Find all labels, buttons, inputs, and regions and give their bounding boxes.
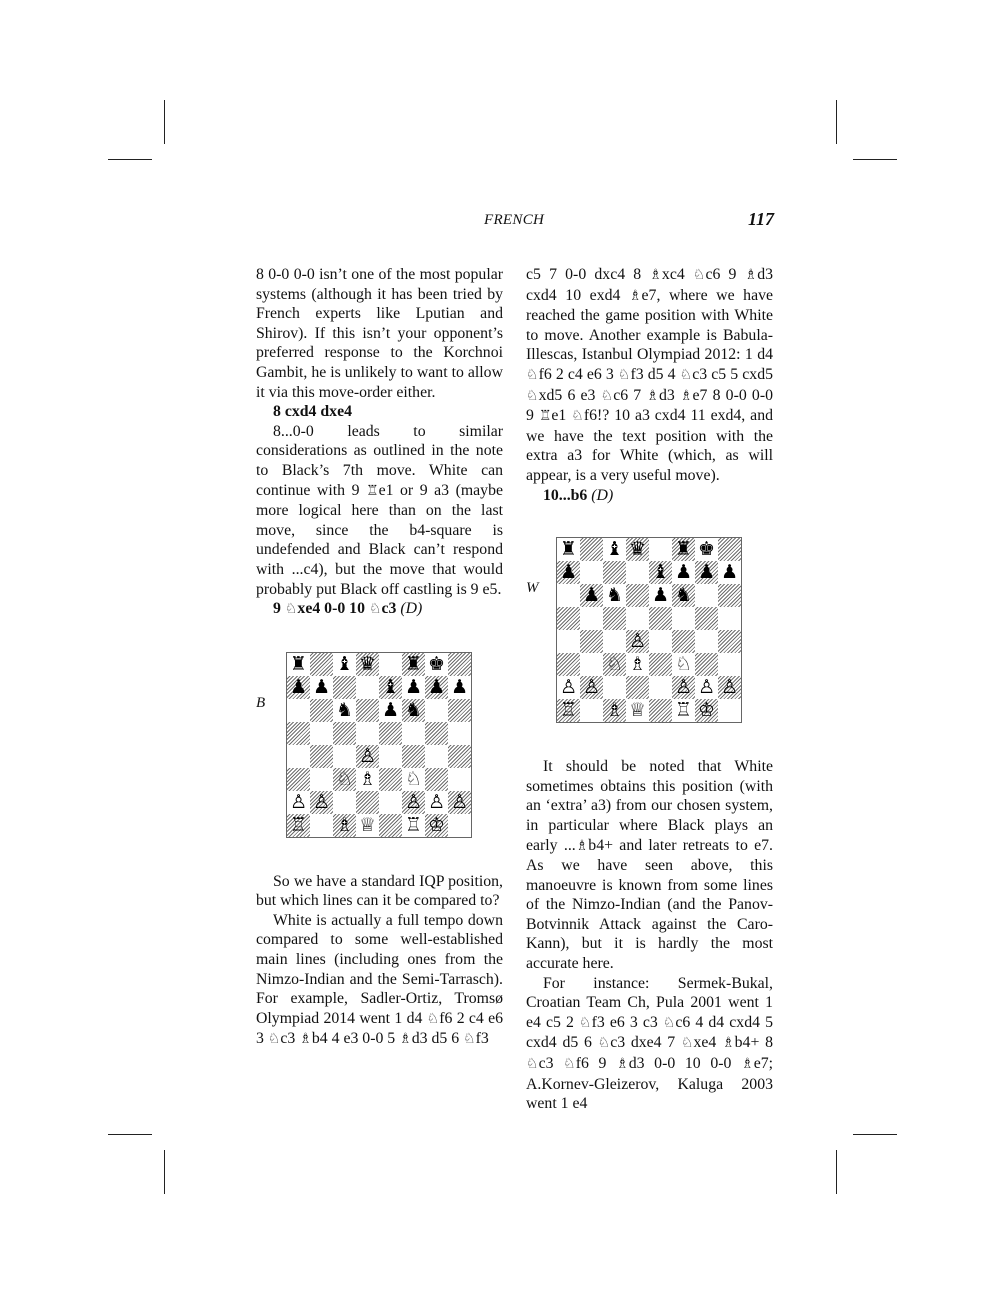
- chess-diagram-1: [256, 652, 503, 840]
- board-square: [402, 722, 425, 745]
- knight-icon: ♘: [680, 1035, 694, 1052]
- board-square: [649, 630, 672, 653]
- board-square: [310, 699, 333, 722]
- white-knight-icon: ♘: [335, 767, 354, 790]
- board-square: [310, 814, 333, 837]
- board-square: [672, 584, 695, 607]
- white-pawn-icon: ♙: [312, 790, 331, 813]
- board-square: [580, 538, 603, 561]
- board-square: [333, 722, 356, 745]
- black-rook-icon: ♜: [404, 652, 423, 675]
- board-square: [448, 722, 471, 745]
- board-square: [672, 561, 695, 584]
- black-bishop-icon: ♝: [335, 652, 354, 675]
- white-pawn-icon: ♙: [674, 676, 693, 699]
- board-square: [649, 584, 672, 607]
- white-bishop-icon: ♗: [335, 813, 354, 836]
- board-square: [448, 676, 471, 699]
- white-pawn-icon: ♙: [404, 790, 423, 813]
- white-bishop-icon: ♗: [628, 653, 647, 676]
- move-heading: 10...b6 (D): [543, 486, 614, 504]
- board-square: [603, 653, 626, 676]
- board-square: [649, 699, 672, 722]
- board-square: [626, 607, 649, 630]
- board-square: [402, 676, 425, 699]
- board-square: [557, 561, 580, 584]
- black-pawn-icon: ♟: [720, 561, 739, 584]
- board-square: [448, 745, 471, 768]
- board-square: [580, 653, 603, 676]
- black-pawn-icon: ♟: [651, 584, 670, 607]
- board-square: [425, 722, 448, 745]
- board-square: [603, 699, 626, 722]
- knight-icon: ♘: [600, 387, 614, 404]
- board-square: [333, 814, 356, 837]
- board-square: [425, 814, 448, 837]
- bishop-icon: ♗: [649, 267, 662, 283]
- board-square: [649, 653, 672, 676]
- board-square: [580, 561, 603, 584]
- white-pawn-icon: ♙: [559, 676, 578, 699]
- board-square: [448, 814, 471, 837]
- knight-icon: ♘: [563, 1056, 576, 1073]
- board-square: [448, 699, 471, 722]
- white-rook-icon: ♖: [289, 813, 308, 836]
- board-square: [402, 745, 425, 768]
- bishop-icon: ♗: [628, 287, 642, 304]
- board-square: [333, 745, 356, 768]
- black-pawn-icon: ♟: [582, 584, 601, 607]
- board-square: [356, 768, 379, 791]
- board-square: [718, 538, 741, 561]
- board-square: [425, 653, 448, 676]
- knight-icon: ♘: [597, 1035, 611, 1052]
- board-square: [402, 791, 425, 814]
- board-square: [425, 699, 448, 722]
- board-square: [603, 607, 626, 630]
- board-square: [649, 676, 672, 699]
- board-square: [310, 676, 333, 699]
- board-square: [287, 768, 310, 791]
- white-queen-icon: ♕: [628, 699, 647, 722]
- crop-mark-bottom-left: [164, 1150, 165, 1194]
- bishop-icon: ♗: [679, 387, 693, 404]
- board-square: [333, 791, 356, 814]
- black-pawn-icon: ♟: [674, 561, 693, 584]
- board-square: [379, 814, 402, 837]
- diagram-marker: (D): [400, 600, 423, 618]
- move-heading: 9 ♘xe4 0-0 10 ♘c3 (D): [273, 600, 423, 618]
- board-square: [356, 722, 379, 745]
- move-heading: 8 cxd4 dxe4: [273, 403, 352, 421]
- bishop-icon: ♗: [646, 387, 659, 404]
- board-square: [557, 607, 580, 630]
- board-square: [718, 607, 741, 630]
- board-square: [649, 561, 672, 584]
- board-square: [448, 791, 471, 814]
- board-square: [356, 653, 379, 676]
- black-pawn-icon: ♟: [381, 698, 400, 721]
- knight-icon: ♘: [617, 366, 631, 383]
- bishop-icon: ♗: [741, 1056, 754, 1073]
- board-square: [287, 722, 310, 745]
- knight-icon: ♘: [526, 1056, 539, 1073]
- chess-board: [286, 652, 472, 838]
- white-pawn-icon: ♙: [427, 790, 446, 813]
- black-pawn-icon: ♟: [312, 675, 331, 698]
- knight-icon: ♘: [526, 387, 539, 404]
- rook-icon: ♖: [366, 482, 379, 499]
- board-square: [402, 814, 425, 837]
- board-square: [333, 653, 356, 676]
- board-square: [425, 745, 448, 768]
- rook-icon: ♖: [538, 408, 552, 425]
- knight-icon: ♘: [463, 1031, 476, 1048]
- board-square: [649, 607, 672, 630]
- white-pawn-icon: ♙: [358, 744, 377, 767]
- knight-icon: ♘: [284, 601, 298, 618]
- chess-diagram-2: [526, 537, 773, 725]
- black-pawn-icon: ♟: [427, 675, 446, 698]
- board-square: [402, 699, 425, 722]
- board-square: [557, 538, 580, 561]
- board-square: [603, 630, 626, 653]
- white-king-icon: ♔: [427, 813, 446, 836]
- board-square: [379, 791, 402, 814]
- board-square: [695, 699, 718, 722]
- white-knight-icon: ♘: [605, 653, 624, 676]
- white-pawn-icon: ♙: [289, 790, 308, 813]
- black-king-icon: ♚: [427, 652, 446, 675]
- bishop-icon: ♗: [744, 267, 758, 283]
- board-square: [603, 584, 626, 607]
- board-square: [580, 676, 603, 699]
- board-square: [649, 538, 672, 561]
- right-column: [526, 265, 773, 1114]
- board-square: [695, 584, 718, 607]
- board-square: [603, 538, 626, 561]
- board-square: [425, 791, 448, 814]
- board-square: [402, 768, 425, 791]
- board-square: [402, 653, 425, 676]
- board-square: [718, 630, 741, 653]
- crop-mark-bottom-left: [108, 1134, 152, 1135]
- black-rook-icon: ♜: [674, 538, 693, 561]
- board-square: [718, 676, 741, 699]
- board-square: [379, 653, 402, 676]
- bishop-icon: ♗: [399, 1031, 412, 1048]
- bishop-icon: ♗: [299, 1031, 312, 1048]
- board-square: [557, 653, 580, 676]
- board-square: [557, 584, 580, 607]
- board-square: [626, 538, 649, 561]
- black-knight-icon: ♞: [605, 584, 624, 607]
- side-to-move-label: W: [526, 580, 539, 597]
- white-rook-icon: ♖: [559, 699, 578, 722]
- black-pawn-icon: ♟: [404, 675, 423, 698]
- board-square: [557, 699, 580, 722]
- crop-mark-top-left: [108, 159, 152, 160]
- board-square: [718, 584, 741, 607]
- white-pawn-icon: ♙: [628, 630, 647, 653]
- paragraph: 8 0-0 0-0 isn’t one of the most popular systems (although it has been tried by French experts like Lputian and Shirov). If this isn’t your opponent’s preferred response to the Korchnoi Gambit, he is unlikely to want to allow it via this move-order either.: [256, 266, 503, 401]
- board-square: [672, 630, 695, 653]
- knight-icon: ♘: [692, 267, 706, 283]
- white-rook-icon: ♖: [674, 699, 693, 722]
- board-square: [287, 699, 310, 722]
- white-pawn-icon: ♙: [697, 676, 716, 699]
- paragraph: 8...0-0 leads to similar considerations as outlined in the note to Black’s 7th move. White can continue with 9 ♖e1 or 9 a3 (maybe more logical here than on the last move, since the b4-square is undefended and Black can’t respond with ...c4), but the move that would probably put Black off castling is 9 e5.: [256, 422, 503, 598]
- black-pawn-icon: ♟: [289, 675, 308, 698]
- board-square: [356, 791, 379, 814]
- page-number: 117: [747, 209, 774, 229]
- black-bishop-icon: ♝: [651, 561, 670, 584]
- chess-board: [556, 537, 742, 723]
- board-square: [310, 791, 333, 814]
- board-square: [695, 538, 718, 561]
- white-knight-icon: ♘: [674, 653, 693, 676]
- board-square: [580, 607, 603, 630]
- paragraph: c5 7 0-0 dxc4 8 ♗xc4 ♘c6 9 ♗d3 cxd4 10 exd4 ♗e7, where we have reached the game position with White to move. Another example is Babula-Illescas, Istanbul Olympiad 2012: 1 d4 ♘f6 2 c4 e6 3 ♘f3 d5 4 ♘c3 c5 5 cxd5 ♘xd5 6 e3 ♘c6 7 ♗d3 ♗e7 8 0-0 0-0 9 ♖e1 ♘f6!? 10 a3 cxd4 11 exd4, and we have the text position with the extra a3 for White (which, as will appear, is a very useful move).: [526, 266, 773, 484]
- board-square: [425, 676, 448, 699]
- board-square: [626, 584, 649, 607]
- board-square: [379, 768, 402, 791]
- side-to-move-label: B: [256, 694, 266, 711]
- board-square: [580, 630, 603, 653]
- black-knight-icon: ♞: [404, 698, 423, 721]
- board-square: [603, 561, 626, 584]
- crop-mark-bottom-right: [836, 1150, 837, 1194]
- knight-icon: ♘: [662, 1014, 676, 1031]
- board-square: [695, 630, 718, 653]
- board-square: [333, 768, 356, 791]
- board-square: [672, 699, 695, 722]
- paragraph: For instance: Sermek-Bukal, Croatian Team Ch, Pula 2001 went 1 e4 c5 2 ♘f3 e6 3 c3 ♘c6 4 d4 cxd4 5 cxd4 d5 6 ♘c3 dxe4 7 ♘xe4 ♗b4+ 8 ♘c3 ♘f6 9 ♗d3 0-0 10 0-0 ♗e7; A.Kornev-Gleizerov, Kaluga 2003 went 1 e4: [526, 974, 773, 1113]
- white-bishop-icon: ♗: [605, 699, 624, 722]
- board-square: [626, 630, 649, 653]
- board-square: [603, 676, 626, 699]
- crop-mark-top-left: [164, 100, 165, 144]
- board-square: [695, 607, 718, 630]
- white-pawn-icon: ♙: [582, 676, 601, 699]
- board-square: [379, 676, 402, 699]
- white-queen-icon: ♕: [358, 813, 377, 836]
- paragraph: White is actually a full tempo down compared to some well-established main lines (including ones from the Nimzo-Indian and the Semi-Tarrasch). For example, Sadler-Ortiz, Tromsø Olympiad 2014 went 1 d4 ♘f6 2 c4 e6 3 ♘c3 ♗b4 4 e3 0-0 5 ♗d3 d5 6 ♘f3: [256, 911, 504, 1048]
- white-pawn-icon: ♙: [450, 790, 469, 813]
- running-head: FRENCH: [484, 212, 545, 228]
- board-square: [626, 699, 649, 722]
- black-pawn-icon: ♟: [697, 561, 716, 584]
- board-square: [448, 768, 471, 791]
- crop-mark-bottom-right: [853, 1134, 897, 1135]
- board-square: [287, 791, 310, 814]
- bishop-icon: ♗: [722, 1035, 735, 1052]
- board-square: [379, 699, 402, 722]
- knight-icon: ♘: [579, 1014, 592, 1031]
- board-square: [626, 561, 649, 584]
- board-square: [287, 653, 310, 676]
- black-pawn-icon: ♟: [450, 675, 469, 698]
- board-square: [287, 814, 310, 837]
- board-square: [310, 653, 333, 676]
- black-king-icon: ♚: [697, 538, 716, 561]
- black-bishop-icon: ♝: [605, 538, 624, 561]
- board-square: [672, 653, 695, 676]
- black-knight-icon: ♞: [335, 698, 354, 721]
- left-column: [256, 265, 503, 1050]
- board-square: [672, 538, 695, 561]
- board-square: [626, 676, 649, 699]
- board-square: [695, 676, 718, 699]
- board-square: [695, 653, 718, 676]
- knight-icon: ♘: [679, 366, 693, 383]
- bishop-icon: ♗: [575, 837, 589, 854]
- board-square: [356, 745, 379, 768]
- black-queen-icon: ♛: [628, 538, 647, 561]
- white-pawn-icon: ♙: [720, 676, 739, 699]
- white-knight-icon: ♘: [404, 767, 423, 790]
- black-queen-icon: ♛: [358, 652, 377, 675]
- board-square: [557, 630, 580, 653]
- board-square: [310, 745, 333, 768]
- board-square: [672, 607, 695, 630]
- board-square: [557, 676, 580, 699]
- knight-icon: ♘: [526, 366, 539, 383]
- board-square: [718, 653, 741, 676]
- board-square: [580, 699, 603, 722]
- board-square: [379, 722, 402, 745]
- board-square: [425, 768, 448, 791]
- knight-icon: ♘: [571, 408, 584, 425]
- paragraph: It should be noted that White sometimes obtains this position (with an ‘extra’ a3) from our chosen system, in particular where Black plays an early ...♗b4+ and later retreats to e7. As we have seen above, this manoeuvre is known from some lines of the Nimzo-Indian (and the Panov-Botvinnik Attack against the Caro-Kann), but it is hardly the most accurate here.: [526, 758, 774, 973]
- diagram-marker: (D): [591, 486, 614, 504]
- board-square: [333, 699, 356, 722]
- board-square: [333, 676, 356, 699]
- white-king-icon: ♔: [697, 699, 716, 722]
- board-square: [718, 561, 741, 584]
- board-square: [356, 699, 379, 722]
- board-square: [448, 653, 471, 676]
- board-square: [310, 722, 333, 745]
- black-rook-icon: ♜: [289, 652, 308, 675]
- white-rook-icon: ♖: [404, 813, 423, 836]
- paragraph: So we have a standard IQP position, but which lines can it be compared to?: [256, 872, 503, 910]
- board-square: [580, 584, 603, 607]
- crop-mark-top-right: [836, 100, 837, 144]
- black-knight-icon: ♞: [674, 584, 693, 607]
- knight-icon: ♘: [267, 1031, 281, 1048]
- board-square: [695, 561, 718, 584]
- black-pawn-icon: ♟: [559, 561, 578, 584]
- board-square: [379, 745, 402, 768]
- board-square: [287, 676, 310, 699]
- board-square: [672, 676, 695, 699]
- board-square: [718, 699, 741, 722]
- knight-icon: ♘: [368, 601, 382, 618]
- board-square: [626, 653, 649, 676]
- bishop-icon: ♗: [616, 1056, 629, 1073]
- white-bishop-icon: ♗: [358, 767, 377, 790]
- knight-icon: ♘: [426, 1010, 440, 1027]
- crop-mark-top-right: [853, 159, 897, 160]
- black-rook-icon: ♜: [559, 538, 578, 561]
- board-square: [356, 676, 379, 699]
- board-square: [356, 814, 379, 837]
- board-square: [287, 745, 310, 768]
- board-square: [310, 768, 333, 791]
- black-bishop-icon: ♝: [381, 675, 400, 698]
